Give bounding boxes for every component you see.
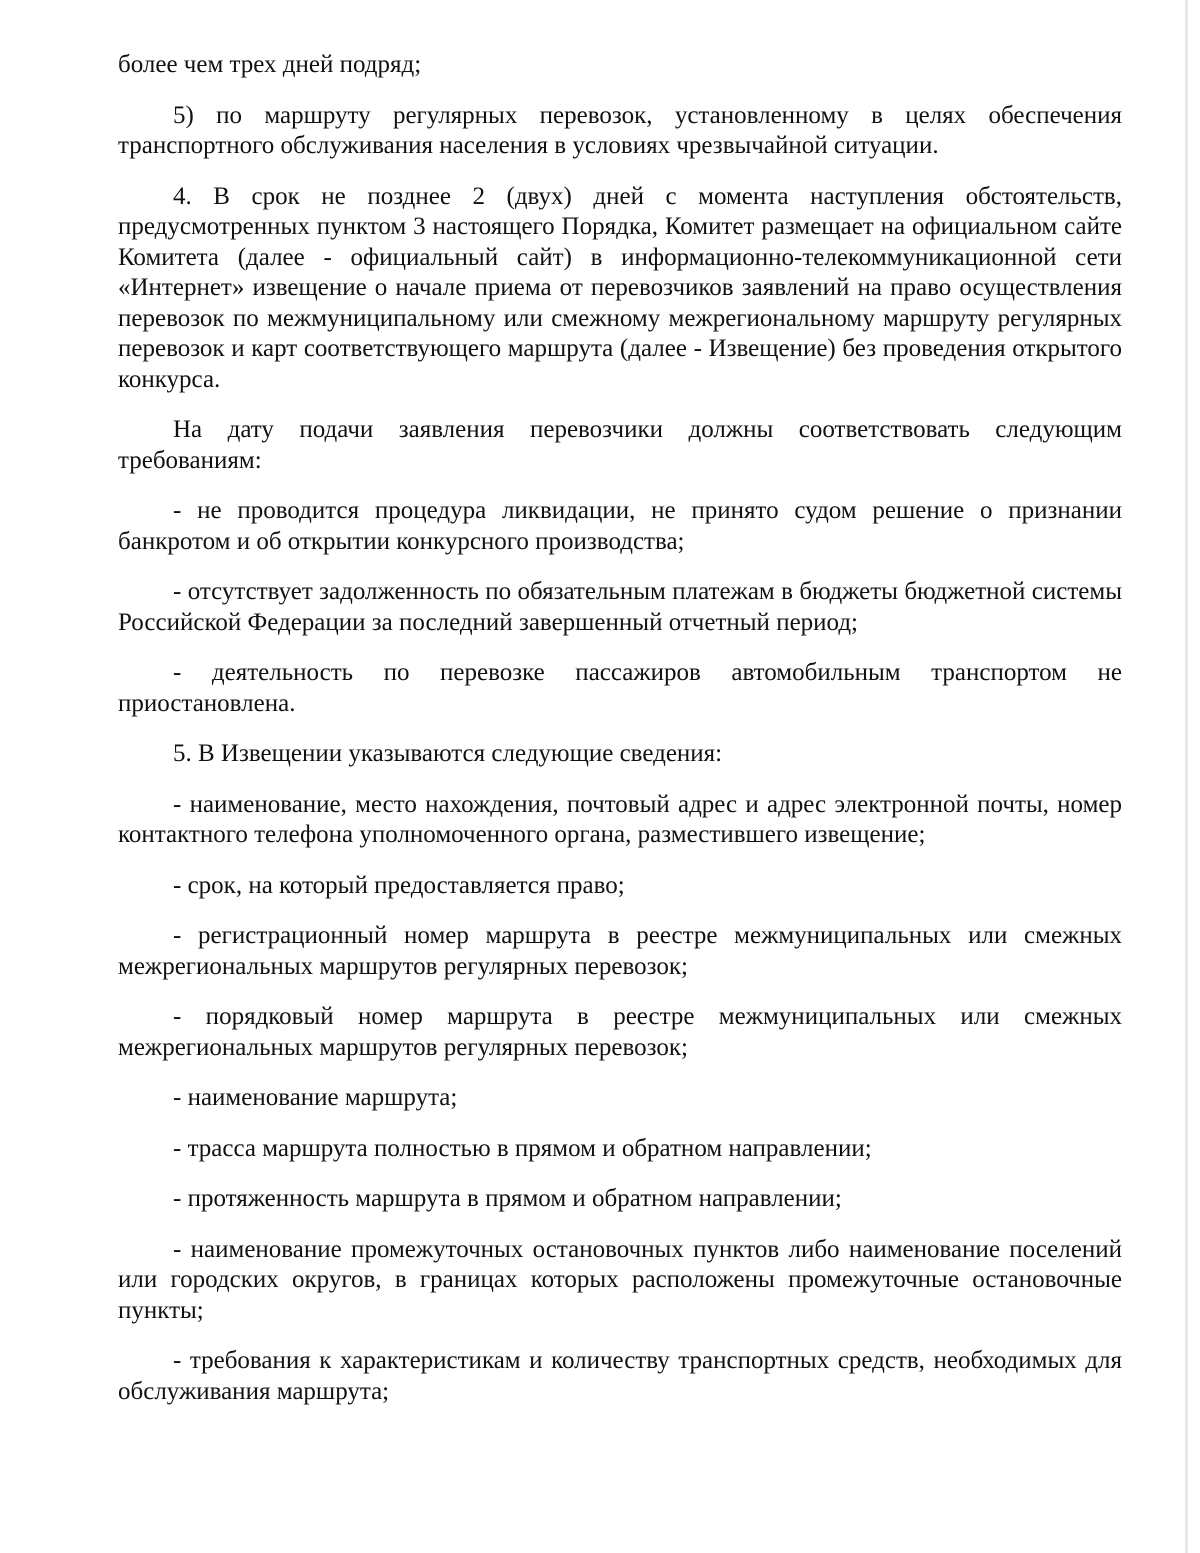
paragraph-info-registration-number: - регистрационный номер маршрута в реестре межмуниципальных или смежных межрегиональных маршрутов регулярных перевозок; xyxy=(118,922,1122,980)
paragraph-info-vehicles: - требования к характеристикам и количеству транспортных средств, необходимых для обслуживания маршрута; xyxy=(118,1347,1122,1405)
paragraph-info-authority: - наименование, место нахождения, почтовый адрес и адрес электронной почты, номер контактного телефона уполномоченного органа, разместившего извещение; xyxy=(118,790,1122,848)
paragraph-requirements-intro: На дату подачи заявления перевозчики должны соответствовать следующим требованиям: xyxy=(118,416,1122,474)
paragraph-info-route-name: - наименование маршрута; xyxy=(173,1084,458,1111)
paragraph-continuation: более чем трех дней подряд; xyxy=(118,51,422,78)
paragraph-requirement-debt: - отсутствует задолженность по обязательным платежам в бюджеты бюджетной системы Российской Федерации за последний завершенный отчетный период; xyxy=(118,578,1122,636)
scan-edge xyxy=(1185,0,1188,1553)
paragraph-clause-4: 4. В срок не позднее 2 (двух) дней с момента наступления обстоятельств, предусмотренных пунктом 3 настоящего Порядка, Комитет размещает на официальном сайте Комитета (далее - официальный сайт) в информационно-телекоммуникационной сети «Интернет» извещение о начале приема от перевозчиков заявлений на право осуществления перевозок по межмуниципальному или смежному межрегиональному маршруту регулярных перевозок и карт соответствующего маршрута (далее - Извещение) без проведения открытого конкурса. xyxy=(118,182,1122,393)
paragraph-info-route-length: - протяженность маршрута в прямом и обратном направлении; xyxy=(173,1185,842,1212)
paragraph-requirement-activity: - деятельность по перевозке пассажиров автомобильным транспортом не приостановлена. xyxy=(118,659,1122,717)
paragraph-requirement-liquidation: - не проводится процедура ликвидации, не принято судом решение о признании банкротом и об открытии конкурсного производства; xyxy=(118,497,1122,555)
paragraph-info-route-path: - трасса маршрута полностью в прямом и обратном направлении; xyxy=(173,1134,872,1162)
paragraph-info-term: - срок, на который предоставляется право; xyxy=(173,871,625,899)
paragraph-item-5: 5) по маршруту регулярных перевозок, установленному в целях обеспечения транспортного обслуживания населения в условиях чрезвычайной ситуации. xyxy=(118,101,1122,159)
paragraph-info-stops: - наименование промежуточных остановочных пунктов либо наименование поселений или городских округов, в границах которых расположены промежуточные остановочные пункты; xyxy=(118,1235,1122,1324)
paragraph-clause-5: 5. В Извещении указываются следующие сведения: xyxy=(173,740,723,767)
paragraph-info-ordinal-number: - порядковый номер маршрута в реестре межмуниципальных или смежных межрегиональных маршрутов регулярных перевозок; xyxy=(118,1003,1122,1061)
document-page xyxy=(118,50,1122,1407)
